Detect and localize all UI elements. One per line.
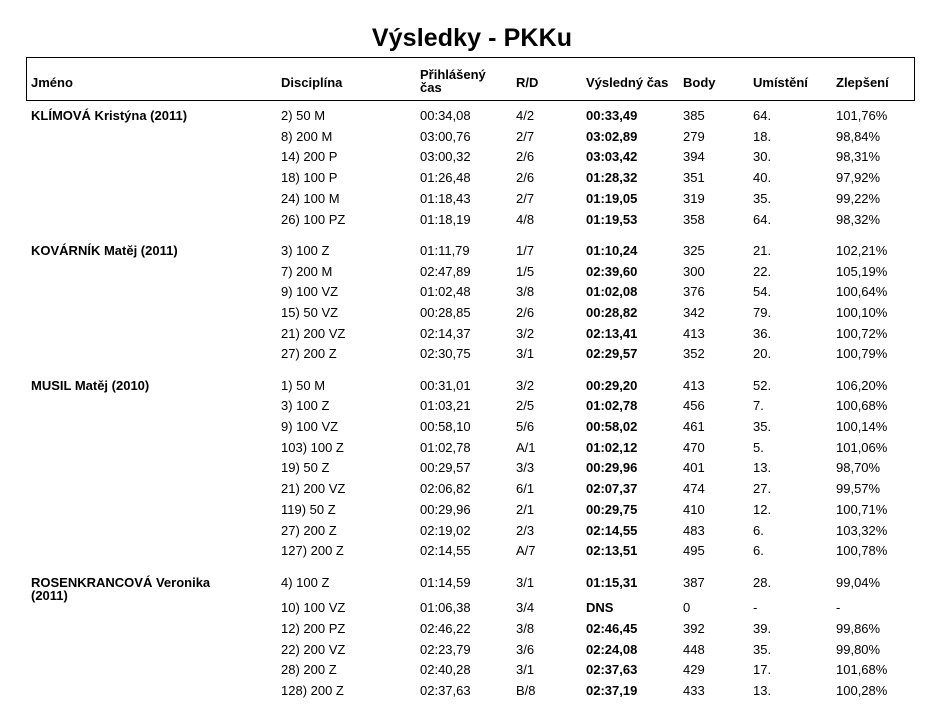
improvement-cell: 98,84% — [836, 128, 881, 144]
improvement-cell: 98,32% — [836, 211, 881, 227]
discipline-cell: 119) 50 Z — [281, 501, 336, 517]
placement-cell: 27. — [753, 481, 772, 497]
discipline-cell: 9) 100 VZ — [281, 284, 339, 300]
improvement-cell: 99,80% — [836, 641, 881, 657]
improvement-cell: 99,57% — [836, 481, 881, 497]
discipline-cell: 3) 100 Z — [281, 242, 330, 258]
entry-time-cell: 02:46,22 — [420, 620, 471, 636]
points-cell: 474 — [683, 481, 705, 497]
improvement-cell: 103,32% — [836, 522, 888, 538]
result-time-cell: 00:28,82 — [586, 304, 638, 320]
discipline-cell: 7) 200 M — [281, 263, 333, 279]
result-time-cell: 01:02,08 — [586, 284, 638, 300]
entry-time-cell: 03:00,32 — [420, 149, 471, 165]
improvement-cell: 101,76% — [836, 108, 888, 123]
placement-cell: 35. — [753, 641, 772, 657]
entry-time-cell: 02:23,79 — [420, 641, 471, 657]
discipline-cell: 127) 200 Z — [281, 543, 344, 559]
discipline-cell: 103) 100 Z — [281, 439, 344, 455]
swimmer-name-line: KLÍMOVÁ Kristýna (2011) — [31, 108, 188, 123]
discipline-cell: 22) 200 VZ — [281, 641, 346, 657]
points-cell: 392 — [683, 620, 705, 636]
discipline-cell: 9) 100 VZ — [281, 419, 339, 434]
improvement-cell: 98,31% — [836, 149, 881, 165]
rd-cell: 2/5 — [516, 398, 535, 414]
entry-time-cell: 00:29,57 — [420, 460, 471, 476]
rd-cell: 3/1 — [516, 346, 535, 362]
discipline-cell: 28) 200 Z — [281, 662, 337, 678]
discipline-cell: 27) 200 Z — [281, 346, 337, 362]
rd-cell: 3/2 — [516, 377, 535, 393]
placement-cell: 40. — [753, 170, 772, 186]
improvement-cell: 106,20% — [836, 377, 888, 393]
swimmer-name-line: KOVÁRNÍK Matěj (2011) — [31, 242, 178, 258]
entry-time-cell: 02:14,37 — [420, 325, 471, 341]
result-time-cell: 02:14,55 — [586, 522, 638, 538]
discipline-cell: 19) 50 Z — [281, 460, 330, 476]
header-result-time: Výsledný čas — [586, 75, 669, 90]
header-points: Body — [683, 75, 716, 90]
header-entry-time-line2: čas — [420, 80, 442, 95]
placement-cell: 20. — [753, 346, 772, 362]
placement-cell: 17. — [753, 662, 772, 678]
rd-cell: A/1 — [516, 439, 536, 455]
swimmer-name-line: ROSENKRANCOVÁ Veronika — [31, 574, 211, 590]
entry-time-cell: 02:47,89 — [420, 263, 471, 279]
result-time-cell: 02:39,60 — [586, 263, 638, 279]
result-time-cell: 02:13,51 — [586, 543, 638, 559]
placement-cell: 12. — [753, 501, 772, 517]
rd-cell: A/7 — [516, 543, 536, 559]
improvement-cell: 100,68% — [836, 398, 888, 414]
improvement-cell: 100,10% — [836, 304, 888, 320]
placement-cell: 28. — [753, 574, 772, 590]
result-time-cell: 00:29,20 — [586, 377, 638, 393]
entry-time-cell: 01:02,78 — [420, 439, 471, 455]
header-rd: R/D — [516, 75, 539, 90]
entry-time-cell: 01:18,43 — [420, 190, 471, 206]
swimmer-name — [31, 244, 178, 257]
result-time-cell: 00:29,96 — [586, 460, 638, 476]
placement-cell: 13. — [753, 683, 772, 698]
result-time-cell: 02:29,57 — [586, 346, 638, 362]
discipline-cell: 15) 50 VZ — [281, 304, 339, 320]
placement-cell: 5. — [753, 439, 764, 455]
placement-cell: 36. — [753, 325, 772, 341]
placement-cell: 6. — [753, 543, 764, 559]
placement-cell: 52. — [753, 377, 772, 393]
points-cell: 376 — [683, 284, 705, 300]
improvement-cell: 102,21% — [836, 242, 888, 258]
placement-cell: 21. — [753, 242, 772, 258]
discipline-cell: 128) 200 Z — [281, 683, 344, 698]
points-cell: 300 — [683, 263, 705, 279]
improvement-cell: 100,71% — [836, 501, 888, 517]
improvement-cell: 99,22% — [836, 190, 881, 206]
points-cell: 461 — [683, 419, 705, 434]
points-cell: 358 — [683, 211, 705, 227]
improvement-cell: 100,72% — [836, 325, 888, 341]
placement-cell: 6. — [753, 522, 764, 538]
rd-cell: 6/1 — [516, 481, 535, 497]
entry-time-cell: 01:02,48 — [420, 284, 471, 300]
points-cell: 495 — [683, 543, 705, 559]
entry-time-cell: 03:00,76 — [420, 128, 471, 144]
rd-cell: 4/2 — [516, 108, 535, 123]
placement-cell: 22. — [753, 263, 772, 279]
improvement-cell: 97,92% — [836, 170, 881, 186]
rd-cell: 3/6 — [516, 641, 535, 657]
points-cell: 483 — [683, 522, 705, 538]
result-time-cell: 00:58,02 — [586, 419, 638, 434]
rd-cell: 3/8 — [516, 284, 535, 300]
discipline-cell: 10) 100 VZ — [281, 600, 346, 616]
points-cell: 342 — [683, 304, 705, 320]
rd-cell: 1/7 — [516, 242, 535, 258]
points-cell: 413 — [683, 325, 705, 341]
discipline-cell: 21) 200 VZ — [281, 325, 346, 341]
improvement-cell: - — [836, 600, 841, 616]
entry-time-cell: 00:58,10 — [420, 419, 471, 434]
points-cell: 470 — [683, 439, 705, 455]
result-time-cell: 00:29,75 — [586, 501, 638, 517]
swimmer-name — [31, 576, 210, 602]
points-cell: 448 — [683, 641, 705, 657]
result-time-cell: 02:46,45 — [586, 620, 638, 636]
placement-cell: 35. — [753, 419, 772, 434]
placement-cell: 18. — [753, 128, 772, 144]
discipline-cell: 4) 100 Z — [281, 574, 330, 590]
discipline-cell: 18) 100 P — [281, 170, 338, 186]
improvement-cell: 99,04% — [836, 574, 881, 590]
rd-cell: 2/6 — [516, 304, 535, 320]
result-time-cell: 02:13,41 — [586, 325, 638, 341]
entry-time-cell: 02:40,28 — [420, 662, 471, 678]
entry-time-cell: 02:14,55 — [420, 543, 471, 559]
placement-cell: - — [753, 600, 758, 616]
result-time-cell: 01:02,78 — [586, 398, 638, 414]
entry-time-cell: 02:30,75 — [420, 346, 471, 362]
result-time-cell: 01:02,12 — [586, 439, 638, 455]
page-title: Výsledky - PKKu — [371, 24, 573, 52]
points-cell: 410 — [683, 501, 705, 517]
result-time-cell: 01:19,05 — [586, 190, 638, 206]
improvement-cell: 98,70% — [836, 460, 881, 476]
placement-cell: 54. — [753, 284, 772, 300]
placement-cell: 64. — [753, 108, 772, 123]
entry-time-cell: 00:28,85 — [420, 304, 471, 320]
discipline-cell: 14) 200 P — [281, 149, 338, 165]
rd-cell: 2/6 — [516, 149, 535, 165]
entry-time-cell: 02:19,02 — [420, 522, 471, 538]
improvement-cell: 101,06% — [836, 439, 888, 455]
header-placement: Umístění — [753, 75, 808, 90]
points-cell: 385 — [683, 108, 705, 123]
entry-time-cell: 01:06,38 — [420, 600, 471, 616]
swimmer-name-line: (2011) — [31, 587, 68, 603]
improvement-cell: 100,79% — [836, 346, 888, 362]
entry-time-cell: 00:34,08 — [420, 108, 471, 123]
points-cell: 413 — [683, 377, 705, 393]
rd-cell: 3/3 — [516, 460, 535, 476]
improvement-cell: 100,64% — [836, 284, 888, 300]
improvement-cell: 105,19% — [836, 263, 888, 279]
rd-cell: 2/7 — [516, 190, 535, 206]
points-cell: 279 — [683, 128, 705, 144]
discipline-cell: 8) 200 M — [281, 128, 333, 144]
entry-time-cell: 02:37,63 — [420, 683, 471, 698]
entry-time-cell: 01:26,48 — [420, 170, 471, 186]
placement-cell: 64. — [753, 211, 772, 227]
entry-time-cell: 01:11,79 — [420, 242, 470, 258]
rd-cell: 3/2 — [516, 325, 535, 341]
points-cell: 394 — [683, 149, 705, 165]
result-time-cell: 01:10,24 — [586, 242, 638, 258]
entry-time-cell: 01:14,59 — [420, 574, 471, 590]
placement-cell: 13. — [753, 460, 772, 476]
entry-time-cell: 01:18,19 — [420, 211, 471, 227]
placement-cell: 79. — [753, 304, 772, 320]
discipline-cell: 12) 200 PZ — [281, 620, 346, 636]
header-entry-time-line1: Přihlášený — [420, 67, 486, 82]
rd-cell: 3/4 — [516, 600, 535, 616]
improvement-cell: 99,86% — [836, 620, 881, 636]
result-time-cell: 02:37,63 — [586, 662, 638, 678]
improvement-cell: 100,78% — [836, 543, 888, 559]
swimmer-name — [31, 379, 149, 392]
header-name: Jméno — [31, 75, 73, 90]
points-cell: 319 — [683, 190, 705, 206]
rd-cell: 3/1 — [516, 574, 535, 590]
discipline-cell: 27) 200 Z — [281, 522, 337, 538]
rd-cell: 3/8 — [516, 620, 535, 636]
result-time-cell: 01:19,53 — [586, 211, 638, 227]
entry-time-cell: 01:03,21 — [420, 398, 471, 414]
result-time-cell: DNS — [586, 600, 614, 616]
improvement-cell: 100,28% — [836, 683, 888, 698]
rd-cell: 2/3 — [516, 522, 535, 538]
discipline-cell: 26) 100 PZ — [281, 211, 346, 227]
points-cell: 0 — [683, 600, 691, 616]
placement-cell: 39. — [753, 620, 772, 636]
result-time-cell: 02:07,37 — [586, 481, 638, 497]
rd-cell: 2/6 — [516, 170, 535, 186]
entry-time-cell: 02:06,82 — [420, 481, 471, 497]
points-cell: 351 — [683, 170, 705, 186]
header-improvement: Zlepšení — [836, 75, 889, 90]
points-cell: 433 — [683, 683, 705, 698]
rd-cell: 4/8 — [516, 211, 535, 227]
result-time-cell: 01:28,32 — [586, 170, 638, 186]
rd-cell: 2/7 — [516, 128, 535, 144]
result-time-cell: 00:33,49 — [586, 108, 638, 123]
result-time-cell: 03:02,89 — [586, 128, 638, 144]
points-cell: 387 — [683, 574, 705, 590]
points-cell: 456 — [683, 398, 705, 414]
entry-time-cell: 00:31,01 — [420, 377, 471, 393]
placement-cell: 7. — [753, 398, 764, 414]
header-discipline: Disciplína — [281, 75, 343, 90]
improvement-cell: 101,68% — [836, 662, 888, 678]
points-cell: 429 — [683, 662, 705, 678]
result-time-cell: 02:37,19 — [586, 683, 638, 698]
points-cell: 352 — [683, 346, 705, 362]
placement-cell: 35. — [753, 190, 772, 206]
points-cell: 325 — [683, 242, 705, 258]
discipline-cell: 1) 50 M — [281, 377, 326, 393]
discipline-cell: 2) 50 M — [281, 108, 326, 123]
placement-cell: 30. — [753, 149, 772, 165]
discipline-cell: 3) 100 Z — [281, 398, 330, 414]
result-time-cell: 03:03,42 — [586, 149, 638, 165]
points-cell: 401 — [683, 460, 705, 476]
entry-time-cell: 00:29,96 — [420, 501, 471, 517]
rd-cell: 2/1 — [516, 501, 535, 517]
discipline-cell: 24) 100 M — [281, 190, 340, 206]
swimmer-name — [31, 109, 187, 122]
improvement-cell: 100,14% — [836, 419, 888, 434]
header-entry-time — [420, 68, 486, 94]
rd-cell: 1/5 — [516, 263, 535, 279]
result-time-cell: 02:24,08 — [586, 641, 638, 657]
result-time-cell: 01:15,31 — [586, 574, 638, 590]
rd-cell: 3/1 — [516, 662, 535, 678]
rd-cell: B/8 — [516, 683, 536, 698]
swimmer-name-line: MUSIL Matěj (2010) — [31, 377, 150, 393]
rd-cell: 5/6 — [516, 419, 535, 434]
discipline-cell: 21) 200 VZ — [281, 481, 346, 497]
